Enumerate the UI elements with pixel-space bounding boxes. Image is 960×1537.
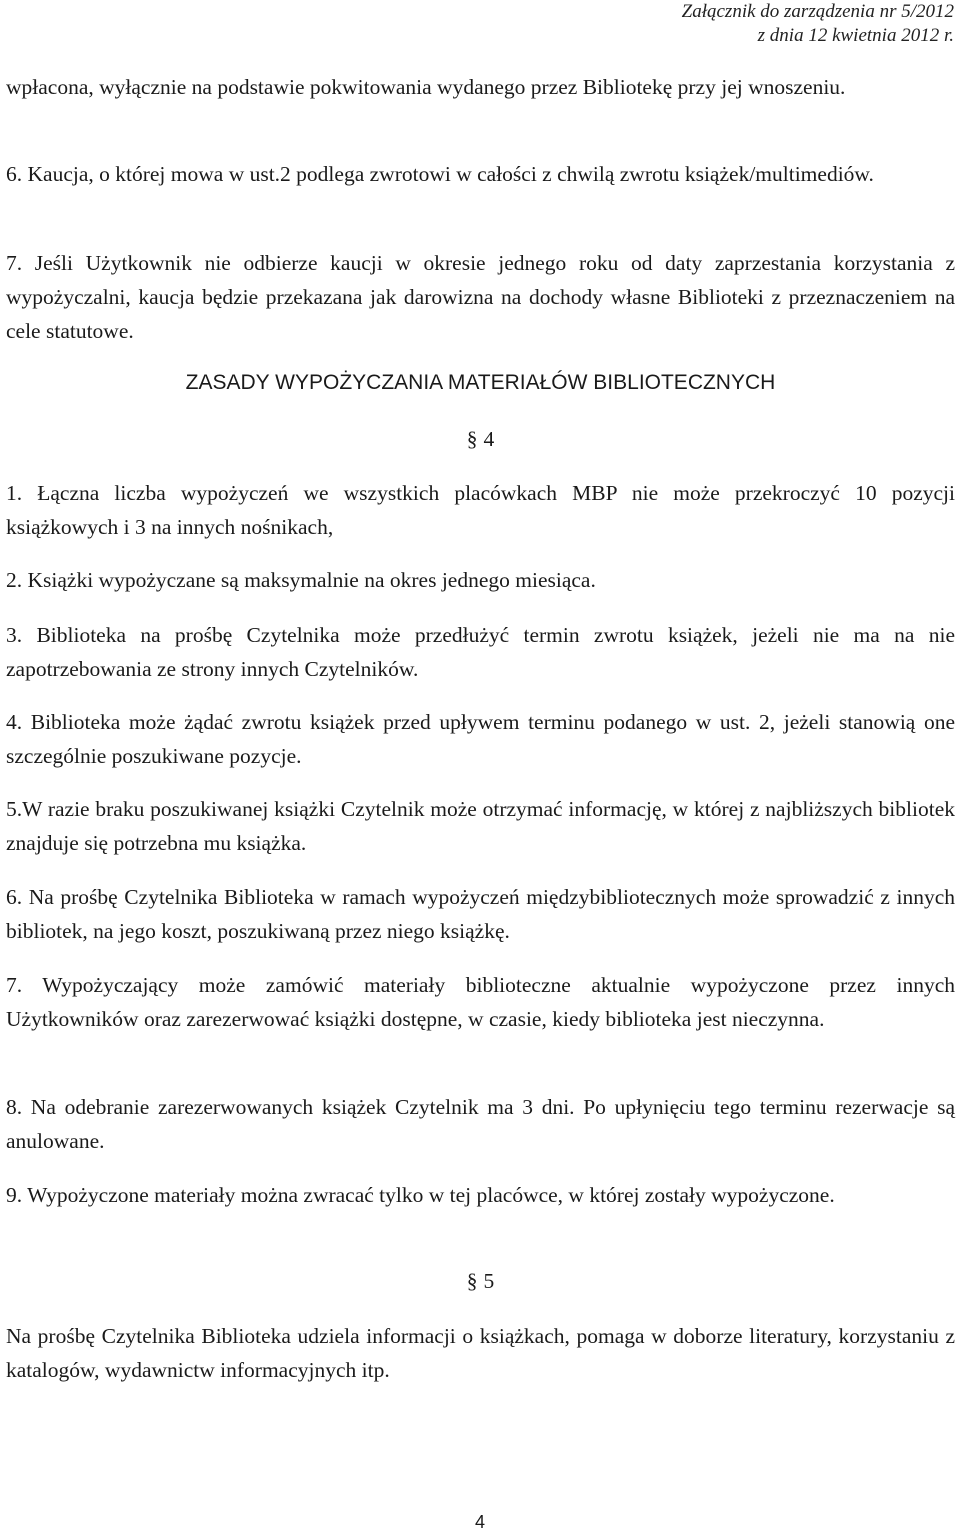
rule-item: 3. Biblioteka na prośbę Czytelnika może przedłużyć termin zwrotu książek, jeżeli nie ma na nie zapotrzebowania ze strony innych Czytelników. xyxy=(6,623,955,681)
document-header xyxy=(682,0,954,48)
rule-item: 6. Na prośbę Czytelnika Biblioteka w ramach wypożyczeń międzybibliotecznych może sprowadzić z innych bibliotek, na jego koszt, poszukiwaną przez niego książkę. xyxy=(6,885,955,943)
page-number: 4 xyxy=(474,1512,485,1532)
rule-item: 8. Na odebranie zarezerwowanych książek Czytelnik ma 3 dni. Po upłynięciu tego terminu rezerwacje są anulowane. xyxy=(6,1095,955,1153)
rule-item: 5.W razie braku poszukiwanej książki Czytelnik może otrzymać informację, w której z najbliższych bibliotek znajduje się potrzebna mu książka. xyxy=(6,797,955,855)
section-number: 5 xyxy=(483,1269,495,1293)
section-number: 4 xyxy=(483,427,495,451)
rule-item: 1. Łączna liczba wypożyczeń we wszystkich placówkach MBP nie może przekroczyć 10 pozycji książkowych i 3 na innych nośnikach, xyxy=(6,481,955,539)
rule-item: 2. Książki wypożyczane są maksymalnie na okres jednego miesiąca. xyxy=(6,568,596,592)
paragraph-deposit-return: 6. Kaucja, o której mowa w ust.2 podlega zwrotowi w całości z chwilą zwrotu książek/multimediów. xyxy=(6,162,874,186)
rule-item: 7. Wypożyczający może zamówić materiały biblioteczne aktualnie wypożyczone przez innych Użytkowników oraz zarezerwować książki dostępne, w czasie, kiedy biblioteka jest nieczynna. xyxy=(6,973,955,1031)
section-symbol: § xyxy=(466,427,478,451)
section-heading: ZASADY WYPOŻYCZANIA MATERIAŁÓW BIBLIOTECZNYCH xyxy=(185,371,776,394)
closing-paragraph: Na prośbę Czytelnika Biblioteka udziela informacji o książkach, pomaga w doborze literatury, korzystaniu z katalogów, wydawnictw informacyjnych itp. xyxy=(6,1324,955,1382)
header-date-line: z dnia 12 kwietnia 2012 r. xyxy=(757,25,954,46)
rule-item: 4. Biblioteka może żądać zwrotu książek przed upływem terminu podanego w ust. 2, jeżeli stanowią one szczególnie poszukiwane pozycje. xyxy=(6,710,955,768)
rule-item: 9. Wypożyczone materiały można zwracać tylko w tej placówce, w której zostały wypożyczone. xyxy=(6,1183,835,1207)
section-4-marker xyxy=(6,422,955,456)
section-5-marker xyxy=(6,1264,955,1298)
paragraph-deposit-unclaimed: 7. Jeśli Użytkownik nie odbierze kaucji w okresie jednego roku od daty zaprzestania korzystania z wypożyczalni, kaucja będzie przekazana jak darowizna na dochody własne Biblioteki z przeznaczeniem na cele statutowe. xyxy=(6,251,955,343)
paragraph-deposit-paid: wpłacona, wyłącznie na podstawie pokwitowania wydanego przez Bibliotekę przy jej wnoszeniu. xyxy=(6,75,846,99)
section-symbol: § xyxy=(466,1269,478,1293)
header-attachment-line: Załącznik do zarządzenia nr 5/2012 xyxy=(681,1,954,22)
